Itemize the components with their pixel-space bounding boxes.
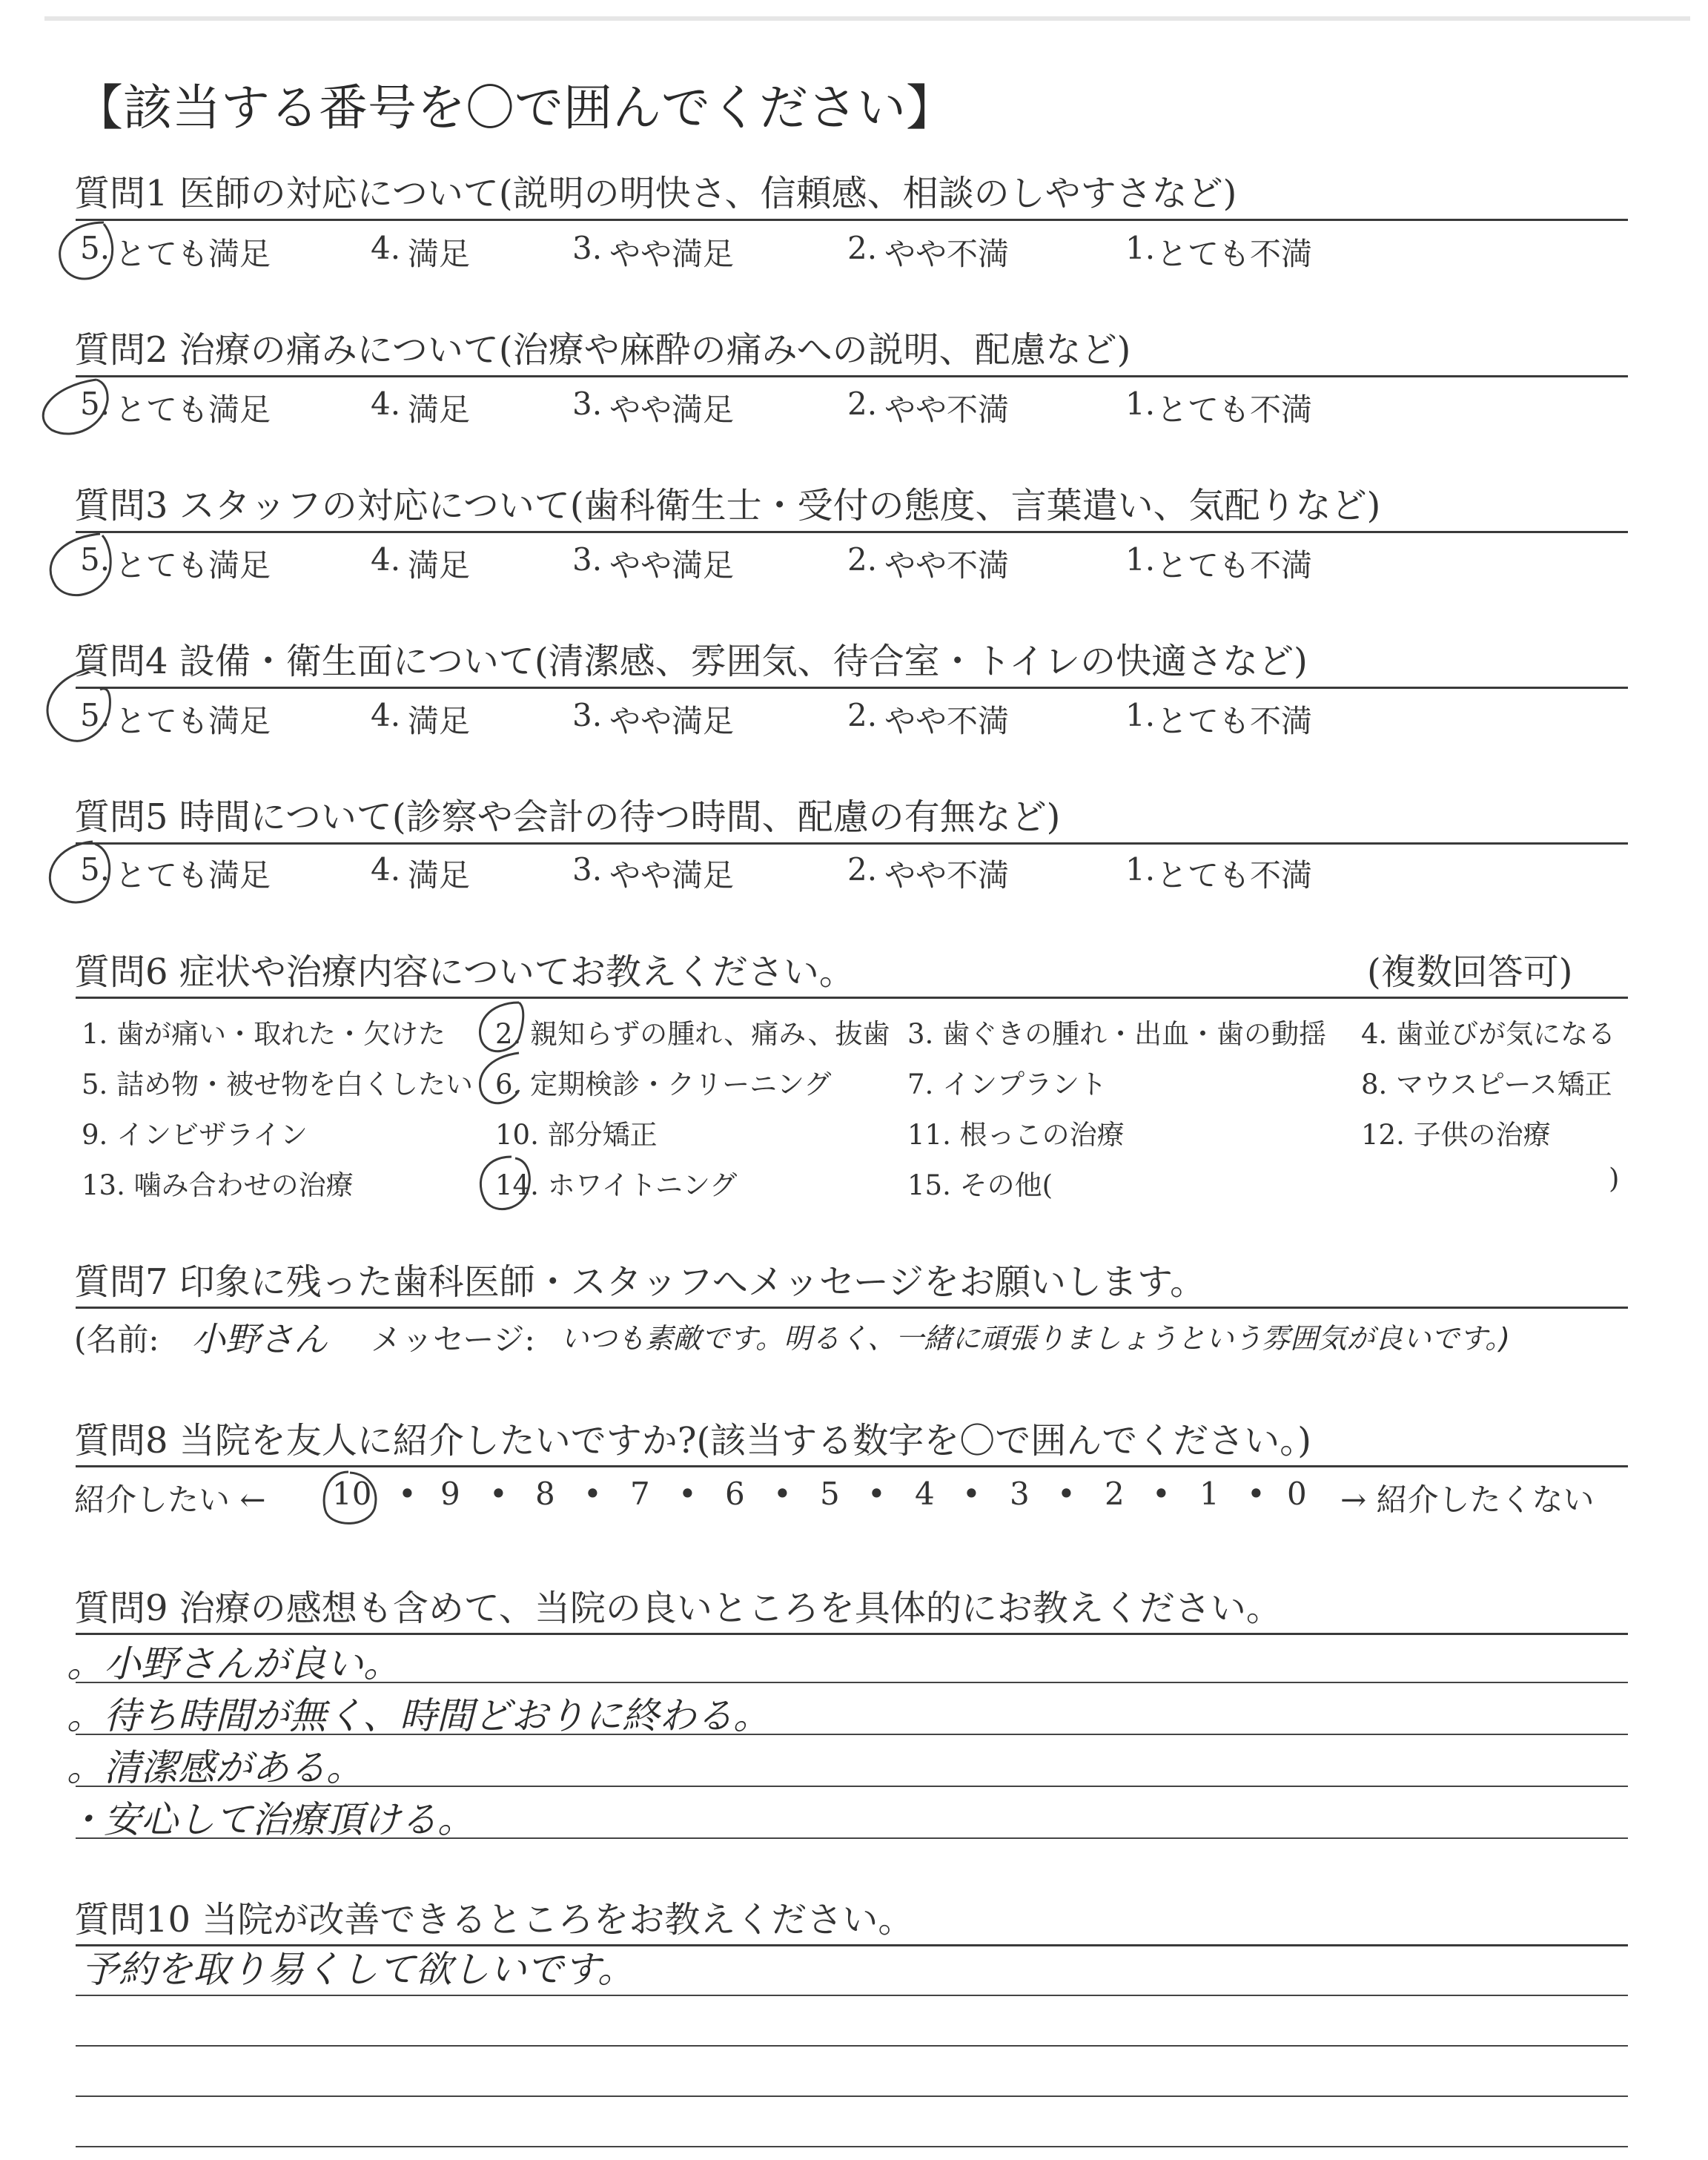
- q9-answer-4[interactable]: ・安心して治療頂ける。: [67, 1798, 474, 1841]
- q4-selection-circle: [47, 667, 110, 741]
- q8-scale-sep: •: [489, 1476, 508, 1512]
- q6-option-7[interactable]: 7. インプラント: [907, 1069, 1108, 1100]
- rating-option-5-num[interactable]: 5.: [80, 541, 110, 578]
- rating-option-2-text[interactable]: やや不満: [884, 236, 1010, 272]
- rating-option-3-num[interactable]: 3.: [572, 386, 603, 422]
- q6-selection-circle-6: [480, 1053, 519, 1103]
- rating-option-5-text[interactable]: とても満足: [115, 392, 271, 428]
- rating-option-3-text[interactable]: やや満足: [609, 857, 735, 894]
- q8-scale-5[interactable]: 5: [820, 1476, 840, 1512]
- q7-name-label: (名前:: [74, 1321, 159, 1358]
- rating-option-2-num[interactable]: 2.: [847, 697, 878, 733]
- rating-option-3-num[interactable]: 3.: [572, 697, 603, 733]
- rating-option-3-num[interactable]: 3.: [572, 230, 603, 266]
- rating-option-4-num[interactable]: 4.: [371, 230, 401, 266]
- q6-option-1[interactable]: 1. 歯が痛い・取れた・欠けた: [82, 1018, 446, 1050]
- q8-scale-9[interactable]: 9: [440, 1476, 460, 1512]
- q6-other-close-paren: ): [1609, 1163, 1620, 1195]
- q8-scale-sep: •: [398, 1476, 417, 1512]
- q7-message-value[interactable]: いつも素敵です。明るく、一緒に頑張りましょうという雰囲気が良いです。): [560, 1322, 1510, 1355]
- rating-option-4-num[interactable]: 4.: [371, 386, 401, 422]
- q8-scale-2[interactable]: 2: [1105, 1476, 1125, 1512]
- rating-option-1-num[interactable]: 1.: [1125, 386, 1156, 422]
- question-4-label: 質問4 設備・衛生面について(清潔感、雰囲気、待合室・トイレの快適さなど): [74, 641, 1308, 682]
- q9-answer-2[interactable]: 。待ち時間が無く、時間どおりに終わる。: [67, 1694, 770, 1737]
- q1-selection-circle: [60, 222, 113, 279]
- question-10-label: 質問10 当院が改善できるところをお教えください。: [74, 1899, 914, 1941]
- q6-option-9[interactable]: 9. インビザライン: [82, 1119, 308, 1151]
- rating-option-5-text[interactable]: とても満足: [115, 547, 271, 584]
- q7-message-label: メッセージ:: [371, 1321, 535, 1358]
- q6-option-3[interactable]: 3. 歯ぐきの腫れ・出血・歯の動揺: [907, 1018, 1327, 1050]
- rating-option-3-text[interactable]: やや満足: [609, 703, 735, 739]
- q8-scale-sep: •: [678, 1476, 697, 1512]
- rating-option-4-num[interactable]: 4.: [371, 541, 401, 578]
- rating-option-4-num[interactable]: 4.: [371, 851, 401, 888]
- question-6-label: 質問6 症状や治療内容についてお教えください。: [74, 951, 855, 993]
- rating-option-1-num[interactable]: 1.: [1125, 230, 1156, 266]
- q8-scale-7[interactable]: 7: [630, 1476, 650, 1512]
- rating-option-1-text[interactable]: とても不満: [1156, 547, 1313, 584]
- q8-scale-3[interactable]: 3: [1010, 1476, 1030, 1512]
- q8-scale-4[interactable]: 4: [915, 1476, 935, 1512]
- rating-option-5-text[interactable]: とても満足: [115, 857, 271, 894]
- rating-option-5-num[interactable]: 5.: [80, 386, 110, 422]
- rating-option-3-text[interactable]: やや満足: [609, 392, 735, 428]
- rating-option-1-text[interactable]: とても不満: [1156, 703, 1313, 739]
- q6-option-10[interactable]: 10. 部分矯正: [495, 1119, 658, 1151]
- question-6-note: (複数回答可): [1367, 951, 1573, 993]
- q9-answer-1[interactable]: 。小野さんが良い。: [67, 1642, 400, 1685]
- q8-scale-10[interactable]: 10: [332, 1476, 372, 1512]
- q8-scale-sep: •: [773, 1476, 792, 1512]
- question-8-label: 質問8 当院を友人に紹介したいですか?(該当する数字を〇で囲んでください。): [74, 1420, 1311, 1462]
- rating-option-5-num[interactable]: 5.: [80, 851, 110, 888]
- rating-option-2-text[interactable]: やや不満: [884, 392, 1010, 428]
- q8-scale-0[interactable]: 0: [1287, 1476, 1307, 1512]
- rating-option-5-text[interactable]: とても満足: [115, 703, 271, 739]
- rating-option-1-text[interactable]: とても不満: [1156, 392, 1313, 428]
- rating-option-1-num[interactable]: 1.: [1125, 851, 1156, 888]
- rating-option-2-num[interactable]: 2.: [847, 386, 878, 422]
- q6-option-2[interactable]: 2. 親知らずの腫れ、痛み、抜歯: [495, 1018, 890, 1050]
- rating-option-2-num[interactable]: 2.: [847, 541, 878, 578]
- q2-selection-circle: [43, 380, 107, 434]
- rating-option-4-text[interactable]: 満足: [408, 547, 471, 584]
- q6-option-11[interactable]: 11. 根っこの治療: [907, 1119, 1125, 1151]
- rating-option-3-num[interactable]: 3.: [572, 541, 603, 578]
- q6-option-6[interactable]: 6. 定期検診・クリーニング: [495, 1069, 832, 1100]
- q10-answer-1[interactable]: 予約を取り易くして欲しいです。: [82, 1948, 635, 1991]
- q8-scale-sep: •: [962, 1476, 981, 1512]
- rating-option-2-num[interactable]: 2.: [847, 851, 878, 888]
- q3-selection-circle: [50, 534, 110, 595]
- q5-selection-circle: [50, 842, 109, 902]
- q6-selection-circle-2: [480, 1003, 523, 1051]
- rating-option-3-text[interactable]: やや満足: [609, 547, 735, 584]
- q6-option-14[interactable]: 14. ホワイトニング: [495, 1169, 738, 1201]
- q6-option-12[interactable]: 12. 子供の治療: [1361, 1119, 1551, 1151]
- q8-scale-sep: •: [867, 1476, 886, 1512]
- rating-option-2-num[interactable]: 2.: [847, 230, 878, 266]
- rating-option-1-text[interactable]: とても不満: [1156, 857, 1313, 894]
- question-1-label: 質問1 医師の対応について(説明の明快さ、信頼感、相談のしやすさなど): [74, 173, 1237, 214]
- rating-option-2-text[interactable]: やや不満: [884, 703, 1010, 739]
- rating-option-1-num[interactable]: 1.: [1125, 697, 1156, 733]
- q7-name-value[interactable]: 小野さん: [191, 1319, 328, 1359]
- question-9-label: 質問9 治療の感想も含めて、当院の良いところを具体的にお教えください。: [74, 1588, 1282, 1629]
- q6-option-15[interactable]: 15. その他(: [907, 1169, 1053, 1201]
- rating-option-5-num[interactable]: 5.: [80, 230, 110, 266]
- q8-scale-8[interactable]: 8: [535, 1476, 555, 1512]
- page-title: 【該当する番号を〇で囲んでください】: [74, 79, 955, 136]
- q8-scale-sep: •: [1057, 1476, 1076, 1512]
- rating-option-4-text[interactable]: 満足: [408, 236, 471, 272]
- rating-option-3-num[interactable]: 3.: [572, 851, 603, 888]
- rating-option-5-num[interactable]: 5.: [80, 697, 110, 733]
- rating-option-1-num[interactable]: 1.: [1125, 541, 1156, 578]
- rating-option-4-text[interactable]: 満足: [408, 392, 471, 428]
- rating-option-3-text[interactable]: やや満足: [609, 236, 735, 272]
- rating-option-4-num[interactable]: 4.: [371, 697, 401, 733]
- q6-selection-circle-14: [480, 1157, 529, 1209]
- q8-left-label: 紹介したい ←: [74, 1482, 266, 1518]
- q6-option-13[interactable]: 13. 噛み合わせの治療: [82, 1169, 354, 1201]
- q8-right-label: → 紹介したくない: [1340, 1482, 1595, 1518]
- q8-scale-sep: •: [1247, 1476, 1265, 1512]
- question-2-label: 質問2 治療の痛みについて(治療や麻酔の痛みへの説明、配慮など): [74, 329, 1131, 371]
- q8-scale-1[interactable]: 1: [1199, 1476, 1219, 1512]
- rating-option-2-text[interactable]: やや不満: [884, 547, 1010, 584]
- q8-scale-sep: •: [583, 1476, 602, 1512]
- q8-selection-circle-10: [324, 1472, 376, 1523]
- question-5-label: 質問5 時間について(診察や会計の待つ時間、配慮の有無など): [74, 796, 1061, 838]
- rating-option-2-text[interactable]: やや不満: [884, 857, 1010, 894]
- rating-option-4-text[interactable]: 満足: [408, 857, 471, 894]
- rating-option-1-text[interactable]: とても不満: [1156, 236, 1313, 272]
- question-3-label: 質問3 スタッフの対応について(歯科衛生士・受付の態度、言葉遣い、気配りなど): [74, 485, 1381, 526]
- q6-option-5[interactable]: 5. 詰め物・被せ物を白くしたい: [82, 1069, 474, 1100]
- q8-scale-6[interactable]: 6: [725, 1476, 745, 1512]
- q6-option-8[interactable]: 8. マウスピース矯正: [1361, 1069, 1612, 1100]
- q6-option-4[interactable]: 4. 歯並びが気になる: [1361, 1018, 1616, 1050]
- q8-scale-sep: •: [1152, 1476, 1171, 1512]
- q9-answer-3[interactable]: 。清潔感がある。: [67, 1746, 363, 1789]
- rating-option-4-text[interactable]: 満足: [408, 703, 471, 739]
- question-7-label: 質問7 印象に残った歯科医師・スタッフへメッセージをお願いします。: [74, 1261, 1206, 1303]
- rating-option-5-text[interactable]: とても満足: [115, 236, 271, 272]
